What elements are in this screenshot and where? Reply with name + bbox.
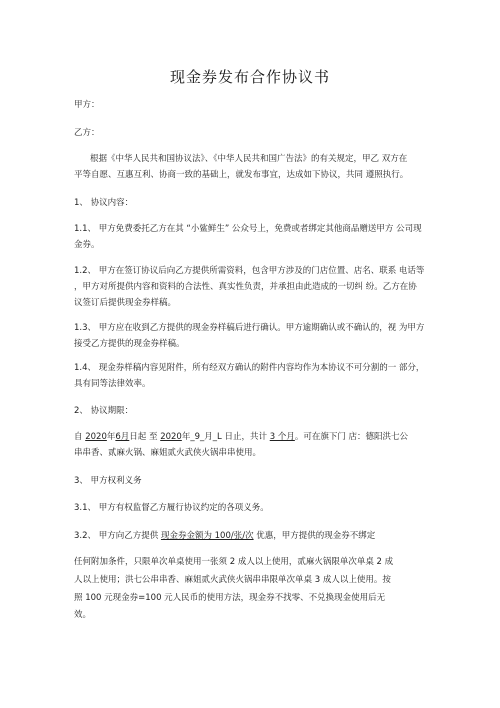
clause-3-2-line-4: 照 100 元现金券=100 元人民币的使用方法，现金券不找零、不兑换现金使用后无: [74, 593, 386, 603]
term-text: 自: [74, 432, 83, 442]
term-duration: 3 个月: [269, 432, 295, 442]
section-1-heading: 1、 协议内容：: [74, 198, 134, 208]
end-month: _9_: [190, 432, 205, 442]
clause-1-2-line-3: 议签订后提供现金券样稿。: [74, 298, 177, 308]
clause-3-2-line-5: 效。: [74, 610, 92, 620]
intro-line-1: 根据《中华人民共和国协议法》、《中华人民共和国广告法》的有关规定，甲乙 双方在: [90, 154, 408, 164]
section-3-heading: 3、 甲方权利义务: [74, 476, 142, 486]
clause-3-2-text: 优惠，甲方提供的现金券不绑定: [253, 531, 376, 541]
term-text: 月: [204, 432, 213, 442]
term-text: 年: [106, 432, 116, 442]
clause-1-4-line-1: 1.4、 现金券样稿内容见附件，所有经双方确认的附件内容均作为本协议不可分割的一 部分，: [74, 363, 425, 373]
section-2-heading: 2、 协议期限：: [74, 406, 134, 416]
end-day: _L: [212, 432, 222, 442]
party-b-label: 乙方：: [74, 128, 100, 138]
clause-3-2-line-3: 人以上使用；洪七公串串香、麻姐贰火武侠火锅串串限单次单桌 3 成人以上使用。按: [74, 575, 391, 585]
clause-1-2-line-2: ，甲方对所提供内容和资料的合法性、真实性负责，并承担由此造成的一切纠 纷。乙方在协: [74, 282, 417, 292]
party-a-label: 甲方：: [74, 100, 100, 110]
document-title: 现金券发布合作协议书: [169, 68, 330, 86]
clause-3-2-line-2: 任何附加条件，只限单次单桌使用一张须 2 成人以上使用，贰麻火锅限单次单桌 2 成: [74, 557, 394, 567]
clause-1-1-line-1: 1.1、 甲方免费委托乙方在其 “小鲨鲜生” 公众号上，免费或者绑定其他商品赠送甲方 公司现: [74, 224, 422, 234]
start-year: 2020: [85, 432, 107, 442]
clause-3-2-text: 3.2、 甲方向乙方提供: [74, 531, 159, 541]
coupon-amount: 现金券金额为 100/张/次: [160, 531, 254, 541]
intro-line-2: 平等自愿、互惠互利、协商一致的基础上，就发布事宜，达成如下协议，共同 遵照执行。: [74, 170, 409, 180]
clause-3-1: 3.1、 甲方有权监督乙方履行协议约定的各项义务。: [74, 503, 269, 513]
term-text: 日止，共计: [224, 432, 268, 442]
start-month: 6月: [115, 432, 130, 442]
clause-1-1-line-2: 金券。: [74, 240, 100, 250]
clause-1-4-line-2: 具有同等法律效率。: [74, 379, 151, 389]
term-line-2: 串串香、贰麻火锅、麻姐贰火武侠火锅串串使用。: [74, 448, 262, 458]
end-year: 2020: [160, 432, 182, 442]
term-text: 年: [181, 432, 191, 442]
term-text: 日起 至: [129, 432, 158, 442]
clause-1-3-line-2: 接受乙方提供的现金券样稿。: [74, 339, 185, 349]
clause-3-2-line-1: [74, 527, 424, 545]
term-text: 。可在旗下门 店：德阳洪七公: [294, 432, 409, 442]
clause-1-2-line-1: 1.2、 甲方在签订协议后向乙方提供所需资料，包含甲方涉及的门店位置、店名、联系 电话等: [74, 266, 425, 276]
clause-1-3-line-1: 1.3、 甲方应在收到乙方提供的现金券样稿后进行确认。甲方逾期确认或不确认的，视 为甲方: [74, 323, 425, 333]
